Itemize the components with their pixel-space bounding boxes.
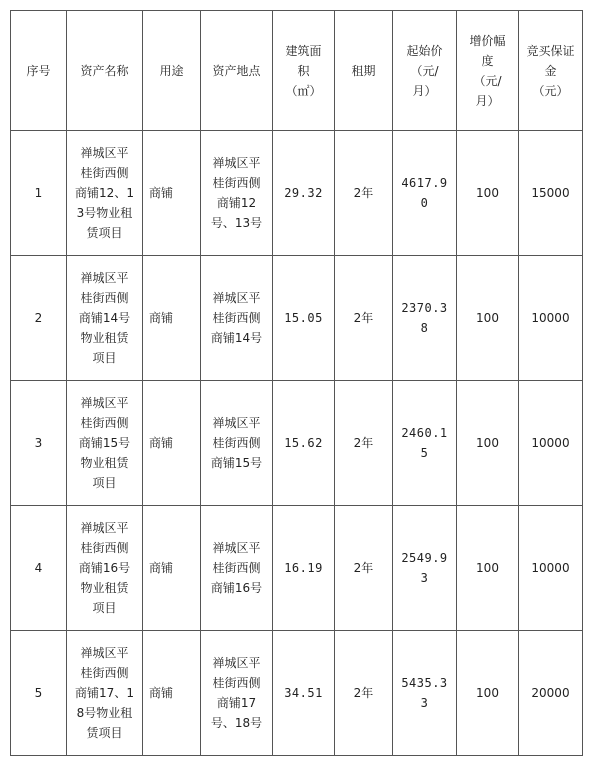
cell-deposit: 10000 [519, 506, 583, 631]
cell-location: 禅城区平 桂街西侧 商铺16号 [201, 506, 273, 631]
cell-area: 15.05 [273, 256, 335, 381]
header-deposit: 竞买保证 金 （元） [519, 11, 583, 131]
cell-start-price: 5435.3 3 [393, 631, 457, 756]
cell-asset-name: 禅城区平 桂街西侧 商铺17、1 8号物业租 赁项目 [67, 631, 143, 756]
cell-lease-term: 2年 [335, 381, 393, 506]
cell-usage: 商铺 [143, 506, 201, 631]
cell-location: 禅城区平 桂街西侧 商铺14号 [201, 256, 273, 381]
table-row [11, 131, 583, 256]
cell-usage: 商铺 [143, 131, 201, 256]
cell-area: 29.32 [273, 131, 335, 256]
cell-lease-term: 2年 [335, 631, 393, 756]
cell-deposit: 15000 [519, 131, 583, 256]
cell-location: 禅城区平 桂街西侧 商铺17 号、18号 [201, 631, 273, 756]
cell-increment: 100 [457, 381, 519, 506]
cell-increment: 100 [457, 631, 519, 756]
cell-index: 3 [11, 381, 67, 506]
cell-deposit: 10000 [519, 381, 583, 506]
table-row [11, 506, 583, 631]
cell-start-price: 2549.9 3 [393, 506, 457, 631]
cell-usage: 商铺 [143, 256, 201, 381]
cell-location: 禅城区平 桂街西侧 商铺12 号、13号 [201, 131, 273, 256]
cell-index: 5 [11, 631, 67, 756]
cell-asset-name: 禅城区平 桂街西侧 商铺15号 物业租赁 项目 [67, 381, 143, 506]
header-asset-name: 资产名称 [67, 11, 143, 131]
header-increment: 增价幅 度 （元/ 月） [457, 11, 519, 131]
cell-start-price: 2460.1 5 [393, 381, 457, 506]
header-row [11, 11, 583, 131]
table-row [11, 381, 583, 506]
header-area: 建筑面 积 （㎡） [273, 11, 335, 131]
header-lease-term: 租期 [335, 11, 393, 131]
header-index: 序号 [11, 11, 67, 131]
cell-location: 禅城区平 桂街西侧 商铺15号 [201, 381, 273, 506]
asset-lease-table [10, 10, 583, 756]
cell-index: 1 [11, 131, 67, 256]
cell-area: 34.51 [273, 631, 335, 756]
cell-asset-name: 禅城区平 桂街西侧 商铺16号 物业租赁 项目 [67, 506, 143, 631]
cell-start-price: 4617.9 0 [393, 131, 457, 256]
cell-lease-term: 2年 [335, 131, 393, 256]
cell-lease-term: 2年 [335, 506, 393, 631]
cell-increment: 100 [457, 131, 519, 256]
cell-usage: 商铺 [143, 631, 201, 756]
cell-deposit: 10000 [519, 256, 583, 381]
header-usage: 用途 [143, 11, 201, 131]
cell-index: 4 [11, 506, 67, 631]
cell-increment: 100 [457, 256, 519, 381]
cell-asset-name: 禅城区平 桂街西侧 商铺14号 物业租赁 项目 [67, 256, 143, 381]
cell-asset-name: 禅城区平 桂街西侧 商铺12、1 3号物业租 赁项目 [67, 131, 143, 256]
cell-increment: 100 [457, 506, 519, 631]
cell-area: 15.62 [273, 381, 335, 506]
cell-area: 16.19 [273, 506, 335, 631]
cell-usage: 商铺 [143, 381, 201, 506]
cell-lease-term: 2年 [335, 256, 393, 381]
header-location: 资产地点 [201, 11, 273, 131]
header-start-price: 起始价 （元/ 月） [393, 11, 457, 131]
cell-start-price: 2370.3 8 [393, 256, 457, 381]
cell-deposit: 20000 [519, 631, 583, 756]
table-row [11, 631, 583, 756]
table-row [11, 256, 583, 381]
cell-index: 2 [11, 256, 67, 381]
